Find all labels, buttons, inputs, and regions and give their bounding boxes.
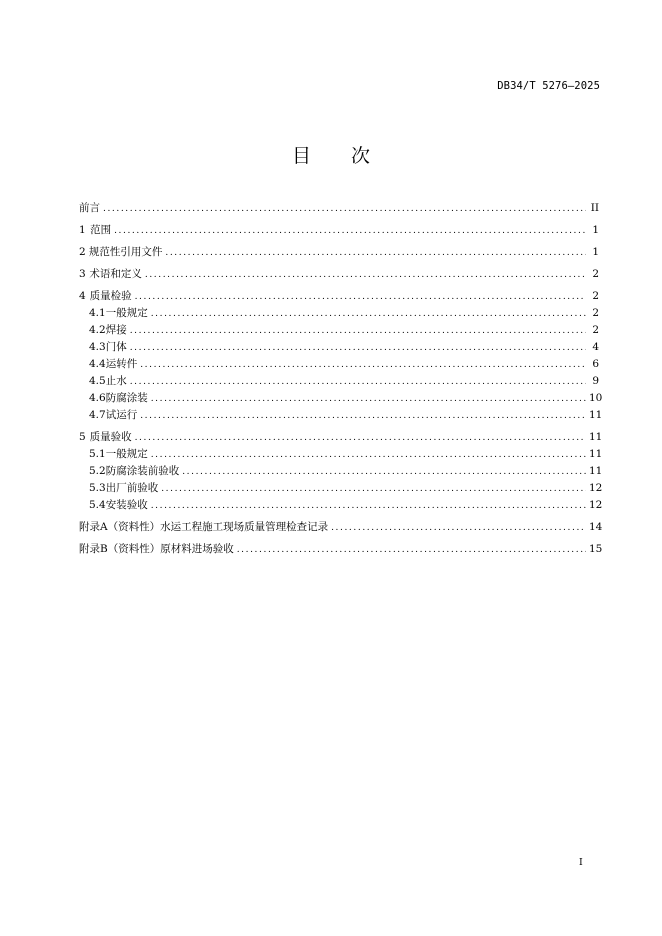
toc-number: 4.4 xyxy=(89,358,106,370)
toc-page: 12 xyxy=(589,499,603,511)
toc-leader-dots xyxy=(140,408,586,424)
toc-label: 安装验收 xyxy=(105,499,148,511)
toc-number: 2 xyxy=(79,246,86,258)
toc-page: 2 xyxy=(592,268,599,280)
toc-leader-dots xyxy=(151,447,586,463)
toc-entry-5-1[interactable] xyxy=(89,446,603,462)
toc-leader-dots xyxy=(182,464,586,480)
toc-entry-5-3[interactable] xyxy=(89,480,603,496)
toc-page: 11 xyxy=(589,448,603,460)
toc-entry-3[interactable] xyxy=(79,266,599,282)
toc-number: 5.2 xyxy=(89,465,106,477)
toc-entry-5-4[interactable] xyxy=(89,497,603,513)
toc-label: 一般规定 xyxy=(105,448,148,460)
toc-number: 5 xyxy=(79,431,86,443)
toc-label: 运转件 xyxy=(105,358,138,370)
toc-entry-4-7[interactable] xyxy=(89,407,603,423)
toc-entry-appendix-a[interactable] xyxy=(79,519,603,535)
toc-page: 15 xyxy=(589,543,603,555)
toc-label: 焊接 xyxy=(105,324,127,336)
toc-leader-dots xyxy=(135,430,586,446)
toc-leader-dots xyxy=(103,201,586,217)
toc-leader-dots xyxy=(130,374,586,390)
toc-leader-dots xyxy=(151,498,586,514)
toc-entry-4-1[interactable] xyxy=(89,305,599,321)
toc-page: 11 xyxy=(589,409,603,421)
toc-page: 1 xyxy=(592,224,599,236)
toc-entry-4-5[interactable] xyxy=(89,373,599,389)
toc-leader-dots xyxy=(237,542,586,558)
toc-number: 4 xyxy=(79,290,86,302)
toc-label: 术语和定义 xyxy=(89,268,142,280)
toc-number: 4.6 xyxy=(89,392,106,404)
toc-entry-4-4[interactable] xyxy=(89,356,599,372)
toc-number: 4.1 xyxy=(89,307,106,319)
toc-label: 防腐涂装前验收 xyxy=(105,465,180,477)
toc-number: 5.3 xyxy=(89,482,106,494)
page-title xyxy=(0,141,662,168)
toc-label: 一般规定 xyxy=(105,307,148,319)
toc-leader-dots xyxy=(161,481,586,497)
toc-label: 试运行 xyxy=(105,409,138,421)
toc-page: 2 xyxy=(592,290,599,302)
toc-entry-2[interactable] xyxy=(79,244,599,260)
toc-page: 2 xyxy=(592,307,599,319)
toc-page: 11 xyxy=(589,465,603,477)
toc-entry-4[interactable] xyxy=(79,288,599,304)
toc-entry-4-3[interactable] xyxy=(89,339,599,355)
toc-label: 门体 xyxy=(105,341,127,353)
title-char-1: 目 xyxy=(291,145,311,167)
toc-number: 4.2 xyxy=(89,324,106,336)
toc-label: 范围 xyxy=(90,224,112,236)
toc-label: 止水 xyxy=(105,375,127,387)
page-number: I xyxy=(579,857,583,868)
toc-page: II xyxy=(590,202,599,214)
toc-number: 4.7 xyxy=(89,409,106,421)
toc-entry-5[interactable] xyxy=(79,429,603,445)
toc-leader-dots xyxy=(331,520,586,536)
title-char-2: 次 xyxy=(351,145,371,167)
toc-page: 10 xyxy=(589,392,603,404)
toc-number: 4.5 xyxy=(89,375,106,387)
toc-leader-dots xyxy=(145,267,586,283)
toc-leader-dots xyxy=(130,340,586,356)
toc-entry-1[interactable] xyxy=(79,222,599,238)
toc-number: 5.4 xyxy=(89,499,106,511)
toc-page: 2 xyxy=(592,324,599,336)
toc-label: 出厂前验收 xyxy=(105,482,159,494)
toc-entry-appendix-b[interactable] xyxy=(79,541,603,557)
toc-page: 4 xyxy=(592,341,599,353)
toc-number: 5.1 xyxy=(89,448,106,460)
toc-entry-4-2[interactable] xyxy=(89,322,599,338)
toc-leader-dots xyxy=(151,306,586,322)
toc-label: 前言 xyxy=(79,202,100,214)
toc-number: 4.3 xyxy=(89,341,106,353)
toc-number: 1 xyxy=(79,224,86,236)
toc-leader-dots xyxy=(114,223,586,239)
toc-page: 11 xyxy=(589,431,603,443)
toc-entry-4-6[interactable] xyxy=(89,390,603,406)
toc-leader-dots xyxy=(130,323,586,339)
toc-number: 3 xyxy=(79,268,86,280)
toc-leader-dots xyxy=(151,391,586,407)
toc-page: 1 xyxy=(592,246,599,258)
toc-label: 防腐涂装 xyxy=(105,392,148,404)
toc-label: 附录A（资料性）水运工程施工现场质量管理检查记录 xyxy=(79,521,329,533)
toc-page: 14 xyxy=(589,521,603,533)
toc-label: 规范性引用文件 xyxy=(88,246,163,258)
toc-label: 附录B（资料性）原材料进场验收 xyxy=(79,543,234,555)
toc-label: 质量检验 xyxy=(89,290,132,302)
toc-leader-dots xyxy=(165,245,586,261)
toc-leader-dots xyxy=(140,357,586,373)
toc-page: 9 xyxy=(592,375,599,387)
toc-leader-dots xyxy=(135,289,586,305)
document-code: DB34/T 5276—2025 xyxy=(497,80,600,92)
toc-entry-5-2[interactable] xyxy=(89,463,603,479)
toc-label: 质量验收 xyxy=(89,431,132,443)
toc-page: 6 xyxy=(592,358,599,370)
toc-entry-foreword[interactable] xyxy=(79,200,599,216)
toc-page: 12 xyxy=(589,482,603,494)
